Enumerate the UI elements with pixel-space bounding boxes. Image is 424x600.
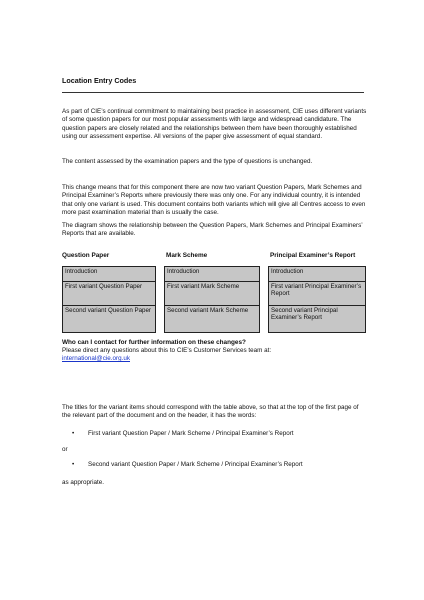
- diagram-cell: Introduction: [271, 268, 304, 275]
- diagram-cell: Second variant Question Paper: [65, 307, 151, 314]
- diagram-cell: Introduction: [167, 268, 200, 275]
- bullet-marker: •: [72, 430, 75, 437]
- column-heading-mark-scheme: Mark Scheme: [166, 252, 208, 259]
- title-divider: [62, 92, 364, 93]
- bullet-second-variant: Second variant Question Paper / Mark Scheme / Principal Examiner’s Report: [88, 461, 303, 468]
- question-paper-box: [62, 266, 156, 333]
- closing-text: as appropriate.: [62, 479, 105, 486]
- paragraph-change: This change means that for this component there are now two variant Question Papers, Mark Schemes and Principal Examiner’s Reports where previously there was only one. For any individual country, it is intended that only one variant is used. This document contains both variants which will give all Centres access to even more past examination material than is usually the case.: [62, 184, 366, 217]
- bullet-marker: •: [72, 461, 75, 468]
- diagram-cell: Second variant Mark Scheme: [167, 307, 249, 314]
- paragraph-content: The content assessed by the examination papers and the type of questions is unchanged.: [62, 158, 313, 165]
- mark-scheme-box: [164, 266, 260, 333]
- contact-direction: Please direct any questions about this to CIE’s Customer Services team at:: [62, 347, 272, 354]
- diagram-cell: Introduction: [65, 268, 98, 275]
- contact-question: Who can I contact for further information on these changes?: [62, 339, 246, 346]
- paragraph-diagram: The diagram shows the relationship between the Question Papers, Mark Schemes and Principal Examiners’ Reports that are available.: [62, 222, 363, 238]
- column-heading-question-paper: Question Paper: [62, 252, 110, 259]
- diagram-cell: First variant Principal Examiner’s Report: [269, 281, 365, 306]
- document-title: Location Entry Codes: [62, 76, 137, 85]
- diagram-cell: First variant Mark Scheme: [165, 281, 259, 306]
- contact-email-link[interactable]: international@cie.org.uk: [62, 355, 130, 362]
- diagram-cell: Second variant Principal Examiner’s Report: [271, 307, 338, 322]
- paragraph-intro: As part of CIE’s continual commitment to maintaining best practice in assessment, CIE uses different variants of some question papers for our most popular assessments with large and widespread candidature. The question papers are closely related and the relationships between them have been thoroughly established using our assessment expertise. All versions of the paper give assessment of equal standard.: [62, 108, 367, 141]
- diagram-cell: First variant Question Paper: [63, 281, 155, 306]
- titles-note: The titles for the variant items should correspond with the table above, so that at the top of the first page of the relevant part of the document and on the header, it has the words:: [62, 404, 359, 420]
- column-heading-examiner-report: Principal Examiner’s Report: [270, 252, 356, 259]
- or-text: or: [62, 446, 68, 453]
- bullet-first-variant: First variant Question Paper / Mark Scheme / Principal Examiner’s Report: [88, 430, 294, 437]
- examiner-report-box: [268, 266, 366, 333]
